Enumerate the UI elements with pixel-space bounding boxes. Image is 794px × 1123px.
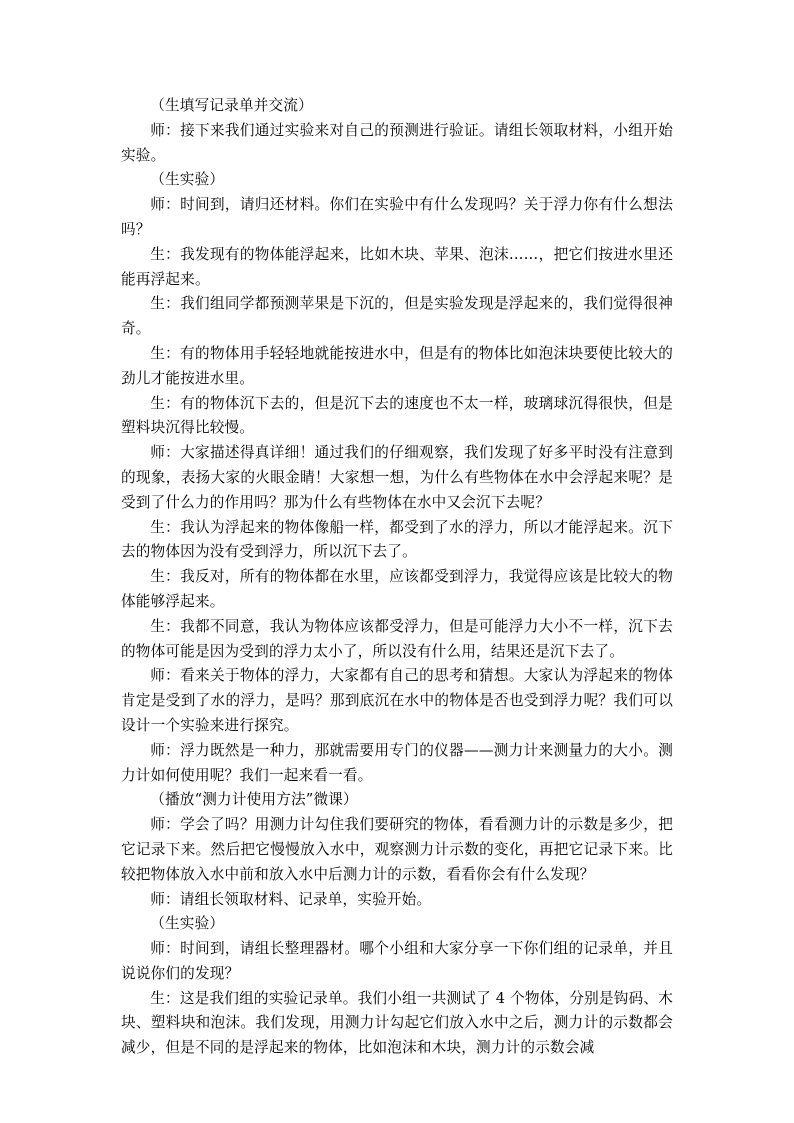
paragraph-student: 生：我认为浮起来的物体像船一样，都受到了水的浮力，所以才能浮起来。沉下去的物体因为没有受到浮力，所以沉下去了。: [121, 518, 673, 561]
paragraph-student: 生：我们组同学都预测苹果是下沉的，但是实验发现是浮起来的，我们觉得很神奇。: [121, 295, 673, 338]
paragraph-teacher: 师：时间到，请归还材料。你们在实验中有什么发现吗？关于浮力你有什么想法吗？: [121, 196, 673, 238]
paragraph-student: 生：这是我们组的实验记录单。我们小组一共测试了 4 个物体，分别是钩码、木块、塑料块和泡沫。我们发现，用测力计勾起它们放入水中之后，测力计的示数都会减少，但是不同的是浮起来的物体，比如泡沫和木块，测力计的示数会减: [121, 989, 673, 1057]
paragraph-stage-direction: （生实验）: [150, 171, 225, 189]
paragraph-student: 生：我反对，所有的物体都在水里，应该都受到浮力，我觉得应该是比较大的物体能够浮起来。: [121, 568, 673, 610]
paragraph-teacher: 师：看来关于物体的浮力，大家都有自己的思考和猜想。大家认为浮起来的物体肯定是受到了水的浮力，是吗？那到底沉在水中的物体是否也受到浮力呢？我们可以设计一个实验来进行探究。: [121, 667, 673, 734]
paragraph-teacher: 师：请组长领取材料、记录单，实验开始。: [150, 890, 432, 908]
paragraph-stage-direction: （播放“测力计使用方法”微课）: [150, 791, 358, 809]
paragraph-teacher: 师：大家描述得真详细！通过我们的仔细观察，我们发现了好多平时没有注意到的现象，表扬大家的火眼金睛！大家想一想，为什么有些物体在水中会浮起来呢？是受到了什么力的作用吗？那为什么有些物体在水中又会沉下去呢？: [121, 444, 673, 511]
paragraph-student: 生：有的物体沉下去的，但是沉下去的速度也不太一样，玻璃球沉得很快，但是塑料块沉得比较慢。: [121, 394, 673, 437]
document-body: [121, 94, 673, 1061]
paragraph-student: 生：有的物体用手轻轻地就能按进水中，但是有的物体比如泡沫块要使比较大的劲儿才能按进水里。: [121, 344, 673, 387]
paragraph-teacher: 师：浮力既然是一种力，那就需要用专门的仪器——测力计来测量力的大小。测力计如何使用呢？我们一起来看一看。: [121, 741, 673, 784]
paragraph-stage-direction: （生实验）: [150, 915, 225, 933]
paragraph-teacher: 师：接下来我们通过实验来对自己的预测进行验证。请组长领取材料，小组开始实验。: [121, 121, 673, 164]
paragraph-stage-direction: （生填写记录单并交流）: [150, 97, 313, 114]
paragraph-student: 生：我都不同意，我认为物体应该都受浮力，但是可能浮力大小不一样，沉下去的物体可能是因为受到的浮力太小了，所以没有什么用，结果还是沉下去了。: [121, 617, 673, 660]
paragraph-teacher: 师：学会了吗？用测力计勾住我们要研究的物体，看看测力计的示数是多少，把它记录下来。然后把它慢慢放入水中，观察测力计示数的变化，再把它记录下来。比较把物体放入水中前和放入水中后测力计的示数，看看你会有什么发现？: [121, 816, 673, 883]
paragraph-teacher: 师：时间到，请组长整理器材。哪个小组和大家分享一下你们组的记录单，并且说说你们的发现？: [121, 940, 673, 982]
paragraph-student: 生：我发现有的物体能浮起来，比如木块、苹果、泡沫……，把它们按进水里还能再浮起来。: [121, 245, 673, 288]
